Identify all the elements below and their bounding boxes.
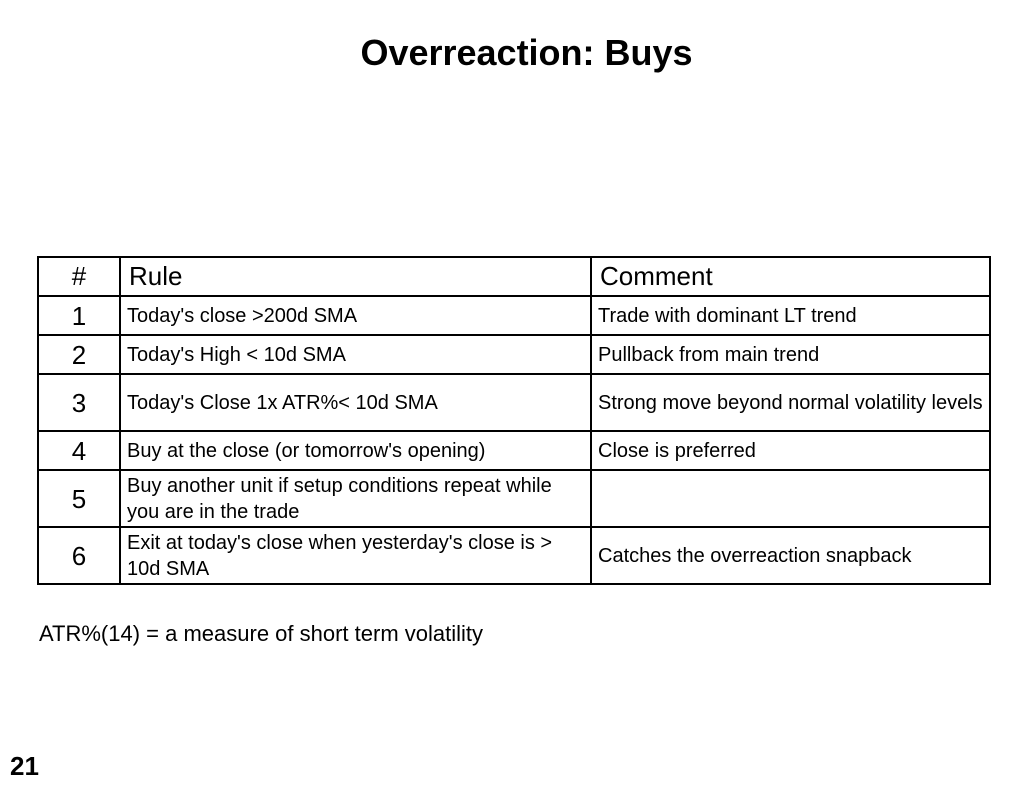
- row-number: 6: [38, 527, 120, 584]
- rule-cell: Buy another unit if setup conditions repeat while you are in the trade: [120, 470, 591, 527]
- slide-title: Overreaction: Buys: [360, 32, 693, 73]
- header-number: #: [38, 257, 120, 296]
- rules-table: [37, 256, 991, 585]
- table-row: [38, 374, 990, 431]
- table-row: [38, 296, 990, 335]
- table-row: [38, 470, 990, 527]
- comment-cell: Strong move beyond normal volatility levels: [591, 374, 990, 431]
- rule-cell: Exit at today's close when yesterday's close is > 10d SMA: [120, 527, 591, 584]
- rule-cell: Today's Close 1x ATR%< 10d SMA: [120, 374, 591, 431]
- row-number: 2: [38, 335, 120, 374]
- row-number: 3: [38, 374, 120, 431]
- rule-cell: Today's close >200d SMA: [120, 296, 591, 335]
- comment-cell: [591, 470, 990, 527]
- page-number: 21: [10, 751, 39, 781]
- comment-cell: Trade with dominant LT trend: [591, 296, 990, 335]
- row-number: 5: [38, 470, 120, 527]
- comment-cell: Close is preferred: [591, 431, 990, 470]
- header-comment: Comment: [591, 257, 990, 296]
- table-row: [38, 431, 990, 470]
- table-row: [38, 335, 990, 374]
- row-number: 1: [38, 296, 120, 335]
- comment-cell: Pullback from main trend: [591, 335, 990, 374]
- header-rule: Rule: [120, 257, 591, 296]
- table-header-row: [38, 257, 990, 296]
- comment-cell: Catches the overreaction snapback: [591, 527, 990, 584]
- rule-cell: Buy at the close (or tomorrow's opening): [120, 431, 591, 470]
- footnote: ATR%(14) = a measure of short term volatility: [39, 621, 484, 646]
- row-number: 4: [38, 431, 120, 470]
- rule-cell: Today's High < 10d SMA: [120, 335, 591, 374]
- table-row: [38, 527, 990, 584]
